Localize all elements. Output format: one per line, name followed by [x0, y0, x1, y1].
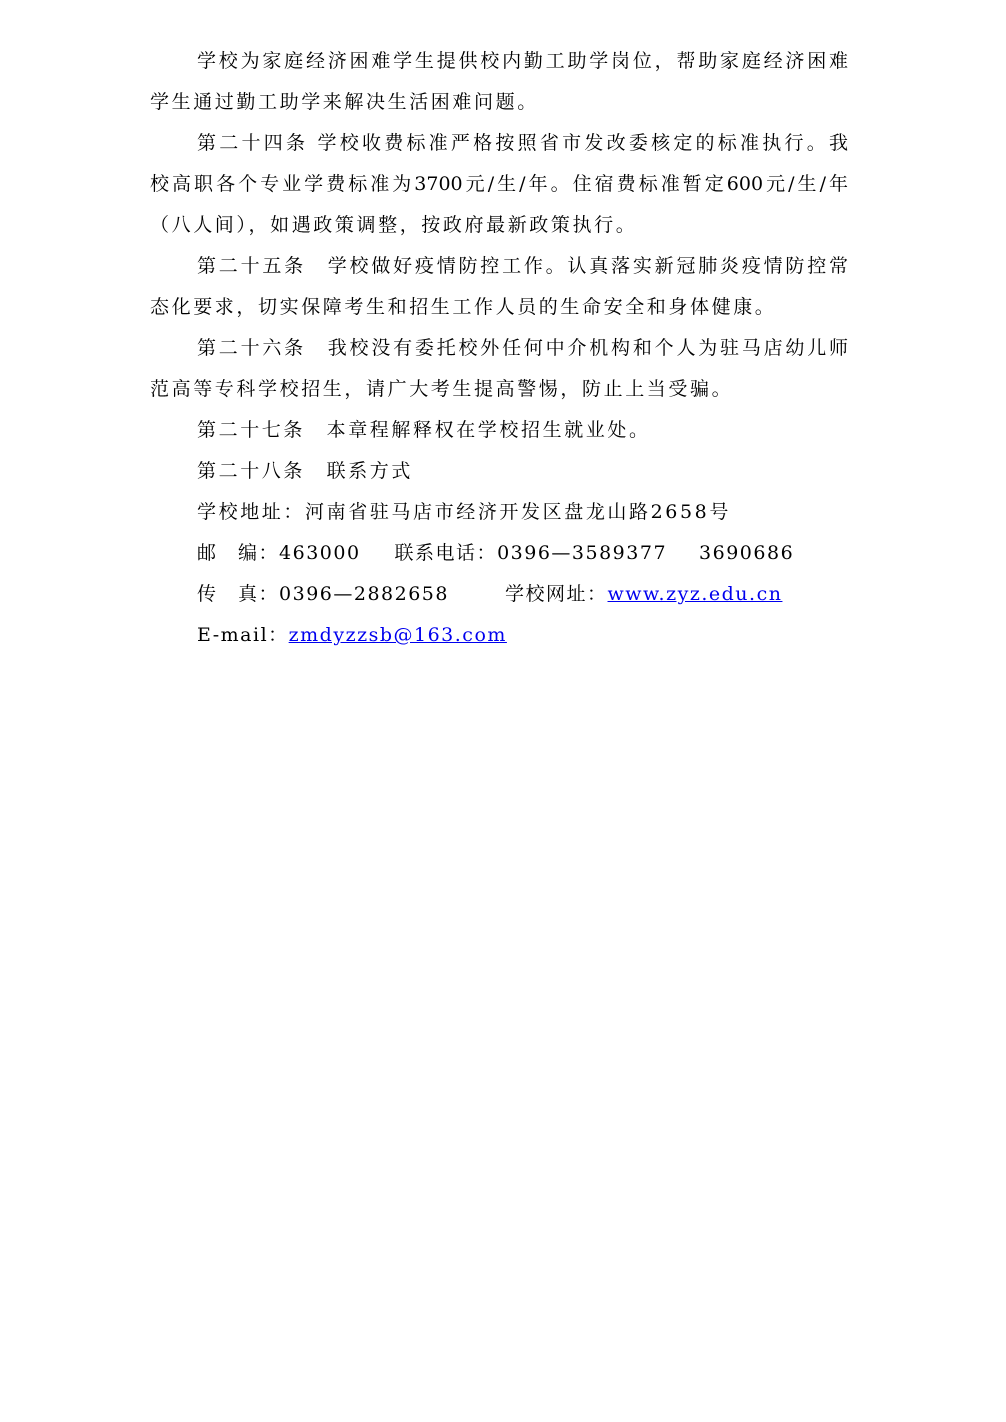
- fax-website-line: [197, 582, 782, 606]
- article-26-line: 第二十六条 我校没有委托校外任何中介机构和个人为驻马店幼儿师: [197, 337, 848, 359]
- phone-label: 联系电话：: [394, 542, 498, 564]
- paragraph-line: 学校为家庭经济困难学生提供校内勤工助学岗位，帮助家庭经济困难: [197, 50, 848, 72]
- fax-value: 0396—2882658: [279, 583, 449, 605]
- article-25-line: 第二十五条 学校做好疫情防控工作。认真落实新冠肺炎疫情防控常: [197, 255, 848, 277]
- address-line: [197, 500, 731, 524]
- phone-value-1: 0396—3589377: [497, 542, 668, 564]
- postcode-value: 463000: [279, 542, 361, 564]
- article-24-line: （八人间），如遇政策调整，按政府最新政策执行。: [150, 214, 638, 236]
- address-label: 学校地址：: [197, 501, 306, 523]
- article-25-line: 态化要求，切实保障考生和招生工作人员的生命安全和身体健康。: [150, 296, 777, 318]
- article-26-line: 范高等专科学校招生，请广大考生提高警惕，防止上当受骗。: [150, 378, 734, 400]
- email-label: E-mail：: [197, 624, 289, 646]
- website-label: 学校网址：: [505, 583, 608, 605]
- postcode-label: 邮 编：: [197, 542, 280, 564]
- article-24-line: 第二十四条 学校收费标准严格按照省市发改委核定的标准执行。我: [197, 132, 848, 154]
- website-link[interactable]: www.zyz.edu.cn: [607, 583, 783, 605]
- email-line: [197, 623, 507, 647]
- article-27: 第二十七条 本章程解释权在学校招生就业处。: [197, 419, 651, 441]
- postcode-phone-line: [197, 541, 794, 565]
- phone-value-2: 3690686: [699, 542, 795, 564]
- article-24-line: 校高职各个专业学费标准为3700元/生/年。住宿费标准暂定600元/生/年: [150, 173, 848, 195]
- article-28: 第二十八条 联系方式: [197, 460, 414, 482]
- address-value: 河南省驻马店市经济开发区盘龙山路2658号: [305, 501, 731, 523]
- fax-label: 传 真：: [197, 583, 280, 605]
- email-link[interactable]: zmdyzzsb@163.com: [288, 624, 507, 646]
- paragraph-line: 学生通过勤工助学来解决生活困难问题。: [150, 91, 539, 113]
